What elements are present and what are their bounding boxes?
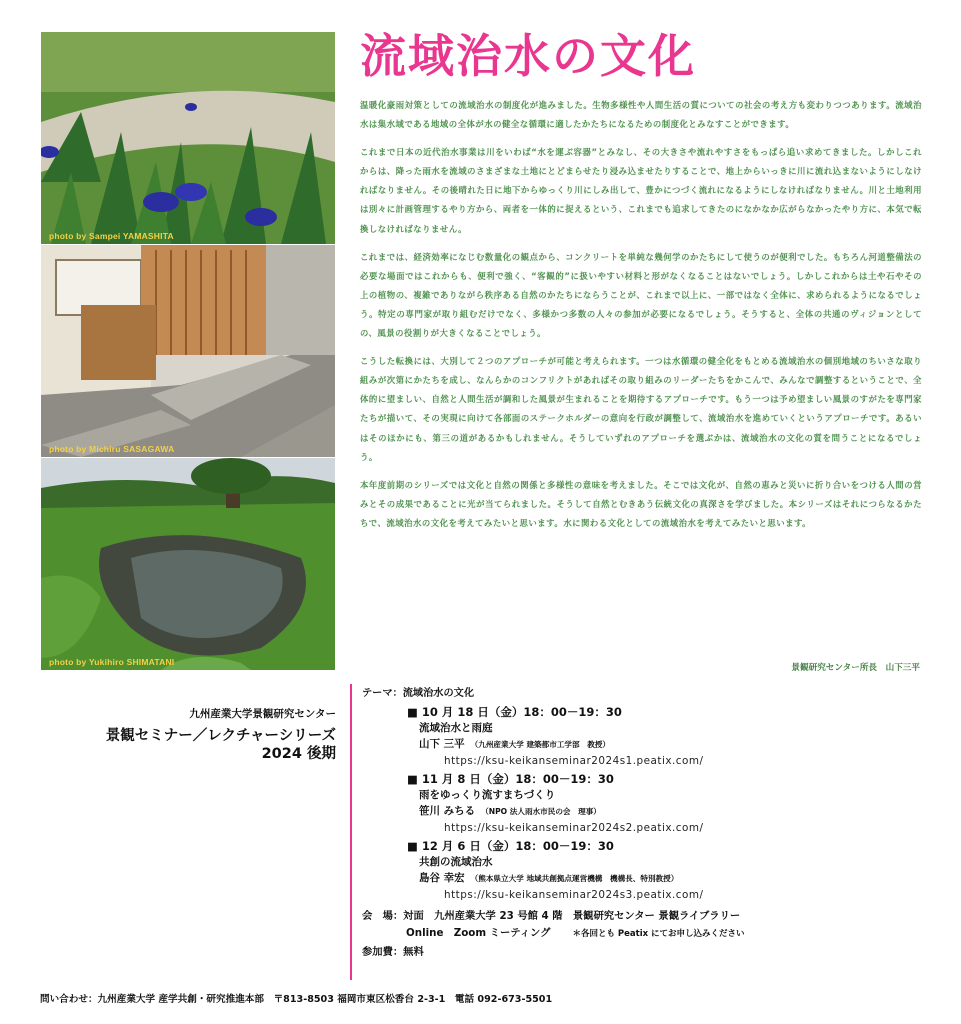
venue-block: [362, 908, 922, 962]
session-title: 共創の流域治水: [419, 856, 493, 868]
photo-credit: photo by Sampei YAMASHITA: [49, 231, 174, 241]
session-speaker: [419, 870, 922, 887]
iris-garden-image: [41, 32, 335, 244]
essay-body: [360, 96, 922, 681]
essay-paragraph: 本年度前期のシリーズでは文化と自然の関係と多様性の意味を考えました。そこでは文化が、自然の恵みと災いに折り合いをつける人間の営みとその成果であることに光が当てられました。そうして自然とむきあう伝統文化の真深さを学びました。本シリーズはそれにつらなるかたちで、流域治水の文化を考えてみたいと思います。水に関わる文化としての流域治水を考えてみたいと思います。: [360, 479, 922, 528]
session-url-link[interactable]: https://ksu-keikanseminar2024s2.peatix.com/: [444, 822, 704, 834]
rain-garden-house-image: [41, 245, 335, 457]
photo-credit: photo by Michiru SASAGAWA: [49, 444, 175, 454]
essay-paragraph: 温暖化豪雨対策としての流域治水の制度化が進みました。生物多様性や人間生活の質についての社会の考え方も変わりつつあります。流域治水は集水域である地域の全体が水の健全な循環に適したかたちになるための制度化とみなすことができます。: [360, 100, 922, 130]
essay-paragraph: これまで日本の近代治水事業は川をいわば“水を運ぶ容器”とみなし、その大きさや流れやすさをもっぱら追い求めてきました。しかしこれからは、降った雨水を流域のさまざまな土地にとどまらせたり浸み込ませたりすることで、地上からいっきに川に流れ込まないようにしなければなりません。その後晴れた日に地下からゆっくり川にしみ出して、豊かにつづく流れになるようにしなければなりません。川と土地利用は別々に計画管理するやり方から、両者を一体的に捉えるという、これまでも追求してきたのになかなか広がらなかったやり方に、本気で転換しなければなりません。: [360, 147, 922, 234]
speaker-affiliation: （九州産業大学 建築都市工学部 教授）: [470, 740, 610, 749]
session-url-link[interactable]: https://ksu-keikanseminar2024s1.peatix.com/: [444, 755, 704, 767]
essay-paragraph: これまでは、経済効率になじむ数量化の観点から、コンクリートを単純な幾何学のかたちにして使うのが便利でした。もちろん河道整備法の必要な場面ではこれからも、便利で強く、“客観的”に扱いやすい材料と形がなくなることはないでしょう。しかしこれからは土や石やその上の植物の、複雑でありながら秩序ある自然のかたちにならうことが、これまで以上に、一部ではなく全体に、求められるようになるでしょう。特定の専門家が取り組むだけでなく、多様かつ多数の人々の参加が必要になるでしょう。そうすると、全体の共通のヴィジョンとしての、風景の役割りが大きくなることでしょう。: [360, 251, 922, 339]
session-title: 雨をゆっくり流すまちづくり: [419, 789, 556, 801]
session-1: [407, 704, 922, 769]
session-date: ■ 10 月 18 日（金）18：00－19：30: [407, 705, 622, 719]
session-3: [407, 838, 922, 903]
online-text: Online Zoom ミーティング: [406, 927, 551, 939]
fee-line: 参加費：無料: [362, 946, 424, 958]
rain-garden-house-photo: [41, 245, 335, 457]
speaker-affiliation: （熊本県立大学 地域共創拠点運営機構 機構長、特別教授）: [470, 874, 679, 883]
rain-garden-pond-photo: [41, 458, 335, 670]
organizer-name: 九州産業大学景観研究センター: [189, 708, 336, 720]
session-url-link[interactable]: https://ksu-keikanseminar2024s3.peatix.com/: [444, 889, 704, 901]
essay-signature: 景観研究センター所長 山下三平: [791, 663, 920, 673]
speaker-name: 笹川 みちる: [419, 805, 476, 817]
speaker-name: 島谷 幸宏: [419, 872, 465, 884]
session-date: ■ 12 月 6 日（金）18：00－19：30: [407, 839, 614, 853]
series-name: 景観セミナー／レクチャーシリーズ: [105, 728, 336, 744]
session-speaker: [419, 736, 922, 753]
essay-paragraph: こうした転換には、大別して２つのアプローチが可能と考えられます。一つは水循環の健全化をもとめる流域治水の個別地域のちいさな取り組みが次第にかたちを成し、なんらかのコンフリクトがあればその取り組みのリーダーたちをかこんで、みんなで調整するということで、全体的に望ましい、自然と人間生活が調和した風景が生まれることを期待するアプローチです。もう一つは予め望ましい風景のすがたを専門家たちが描いて、その実現に向けて各部面のステークホルダーの意向を行政が調整して、流域治水を進めていくというアプローチです。あるいはそのほかにも、第三の道があるかもしれません。そうしていずれのアプローチを選ぶかは、流域治水の文化の質を問うことになるでしょう。: [360, 356, 922, 462]
page-title: 流域治水の文化: [360, 29, 696, 83]
iris-garden-photo: [41, 32, 335, 244]
session-speaker: [419, 803, 922, 820]
photo-credit: photo by Yukihiro SHIMATANI: [49, 657, 175, 667]
registration-note: ＊各回とも Peatix にてお申し込みください: [572, 929, 745, 939]
session-2: [407, 771, 922, 836]
event-info: [362, 684, 922, 962]
online-line: [406, 925, 922, 943]
speaker-affiliation: （NPO 法人雨水市民の会 理事）: [481, 807, 601, 816]
session-title: 流域治水と雨庭: [419, 722, 493, 734]
series-heading: [40, 706, 336, 763]
series-term: 2024 後期: [261, 746, 336, 762]
vertical-divider: [350, 684, 352, 980]
session-date: ■ 11 月 8 日（金）18：00－19：30: [407, 772, 614, 786]
speaker-name: 山下 三平: [419, 738, 465, 750]
rain-garden-pond-image: [41, 458, 335, 670]
contact-line: 問い合わせ：九州産業大学 産学共創・研究推進本部 〒813-8503 福岡市東区松香台 2-3-1 電話 092-673-5501: [40, 994, 553, 1005]
theme-line: テーマ：流域治水の文化: [362, 688, 475, 699]
venue-line: 会 場：対面 九州産業大学 23 号館 4 階 景観研究センター 景観ライブラリー: [362, 910, 741, 922]
